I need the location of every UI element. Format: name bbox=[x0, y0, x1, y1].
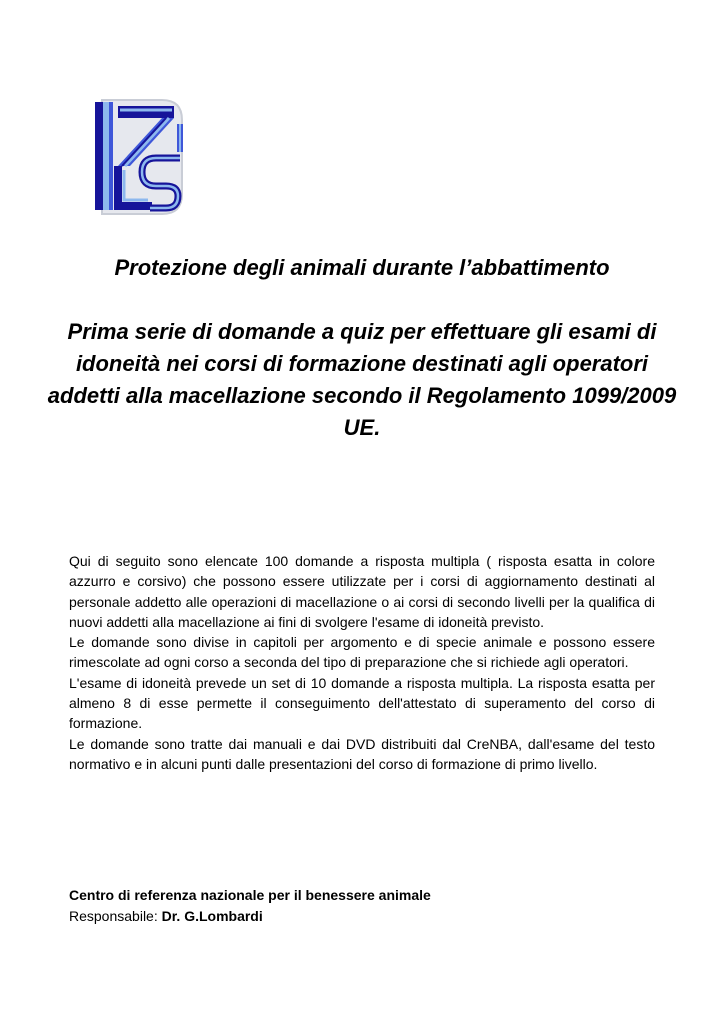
responsible-label: Responsabile: bbox=[69, 908, 158, 924]
responsible-line bbox=[69, 906, 655, 927]
intro-text bbox=[69, 551, 655, 774]
izs-logo-icon bbox=[90, 96, 190, 218]
intro-paragraph: Le domande sono tratte dai manuali e dai DVD distribuiti dal CreNBA, dall'esame del testo normativo e in alcuni punti dalle presentazioni del corso di formazione di primo livello. bbox=[69, 735, 655, 772]
responsible-name: Dr. G.Lombardi bbox=[161, 908, 263, 924]
reference-center-block bbox=[69, 885, 655, 927]
document-subtitle: Prima serie di domande a quiz per effettuare gli esami di idoneità nei corsi di formazione destinati agli operatori addetti alla macellazione secondo il Regolamento 1099/2009 UE. bbox=[47, 319, 677, 440]
intro-paragraph: L'esame di idoneità prevede un set di 10 domande a risposta multipla. La risposta esatta per almeno 8 di esse permette il conseguimento dell'attestato di superamento del corso di formazione. bbox=[69, 674, 655, 732]
izs-logo bbox=[90, 96, 190, 218]
intro-paragraph: Le domande sono divise in capitoli per argomento e di specie animale e possono essere rimescolate ad ogni corso a seconda del tipo di preparazione che si richiede agli operatori. bbox=[69, 634, 655, 671]
document-title: Protezione degli animali durante l’abbattimento bbox=[114, 255, 610, 280]
reference-center-name: Centro di referenza nazionale per il benessere animale bbox=[69, 887, 431, 903]
intro-paragraph: Qui di seguito sono elencate 100 domande a risposta multipla ( risposta esatta in colore azzurro e corsivo) che possono essere utilizzate per i corsi di aggiornamento destinati al personale addetto alle operazioni di macellazione o ai corsi di secondo livelli per la qualifica di nuovi addetti alla macellazione ai fini di svolgere l'esame di idoneità previsto. bbox=[69, 553, 655, 630]
